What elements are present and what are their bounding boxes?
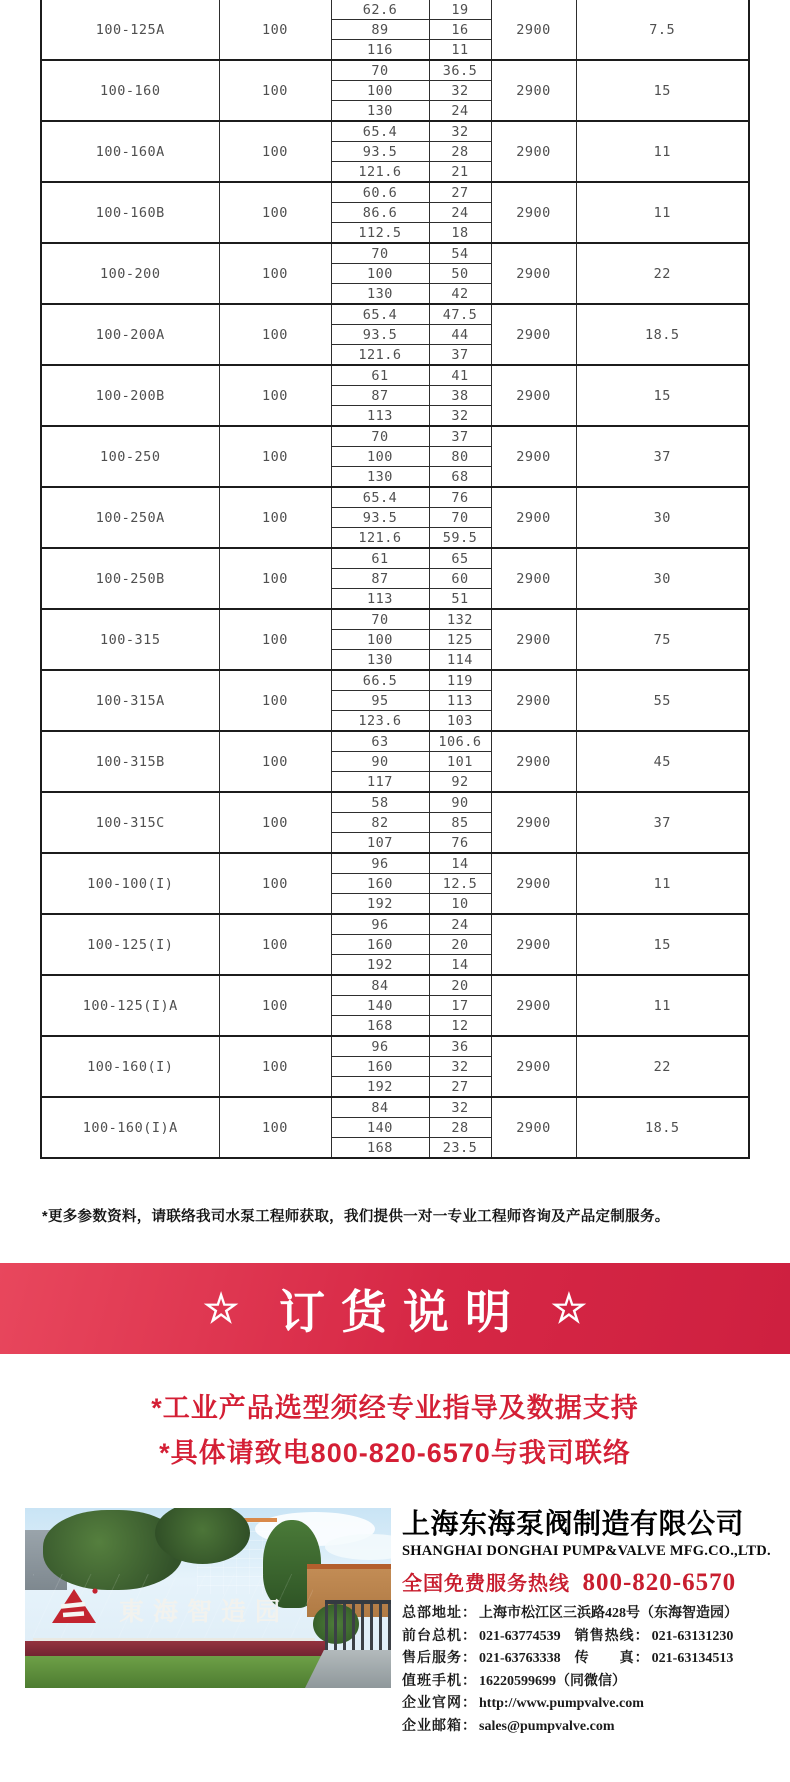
table-row: [41, 914, 749, 935]
inlet-cell: 100: [219, 609, 331, 670]
contact-line: [402, 1693, 764, 1716]
head-cell: 50: [429, 264, 491, 284]
inlet-cell: 100: [219, 1097, 331, 1158]
inlet-cell: 100: [219, 60, 331, 121]
model-cell: 100-250A: [41, 487, 219, 548]
power-cell: 15: [576, 60, 749, 121]
head-cell: 20: [429, 935, 491, 955]
head-cell: 37: [429, 426, 491, 447]
company-name-en: SHANGHAI DONGHAI PUMP&VALVE MFG.CO.,LTD.: [402, 1543, 771, 1559]
flow-cell: 121.6: [331, 162, 429, 183]
table-row: [41, 609, 749, 630]
head-cell: 60: [429, 569, 491, 589]
head-cell: 21: [429, 162, 491, 183]
head-cell: 54: [429, 243, 491, 264]
table-row: [41, 548, 749, 569]
flow-cell: 107: [331, 833, 429, 854]
speed-cell: 2900: [491, 182, 576, 243]
star-icon: ☆: [203, 1286, 239, 1331]
model-cell: 100-315A: [41, 670, 219, 731]
head-cell: 12.5: [429, 874, 491, 894]
flow-cell: 160: [331, 935, 429, 955]
flow-cell: 160: [331, 874, 429, 894]
flow-cell: 100: [331, 264, 429, 284]
power-cell: 30: [576, 487, 749, 548]
hotline-label: 全国免费服务热线: [402, 1573, 570, 1595]
table-row: [41, 853, 749, 874]
power-cell: 11: [576, 182, 749, 243]
head-cell: 132: [429, 609, 491, 630]
contact-value: 上海市松江区三浜路428号（东海智造园）: [479, 1606, 738, 1621]
speed-cell: 2900: [491, 121, 576, 182]
head-cell: 32: [429, 121, 491, 142]
model-cell: 100-160B: [41, 182, 219, 243]
flow-cell: 84: [331, 1097, 429, 1118]
contact-line: [402, 1648, 764, 1671]
table-row: [41, 304, 749, 325]
model-cell: 100-250B: [41, 548, 219, 609]
flow-cell: 130: [331, 650, 429, 671]
order-instructions-banner: [0, 1263, 790, 1354]
table-row: [41, 731, 749, 752]
head-cell: 32: [429, 406, 491, 427]
contact-label: 前台总机：: [402, 1628, 477, 1644]
flow-cell: 121.6: [331, 345, 429, 366]
inlet-cell: 100: [219, 975, 331, 1036]
contact-label: 企业邮箱：: [402, 1718, 477, 1734]
inlet-cell: 100: [219, 731, 331, 792]
flow-cell: 96: [331, 1036, 429, 1057]
model-cell: 100-200A: [41, 304, 219, 365]
model-cell: 100-160: [41, 60, 219, 121]
head-cell: 24: [429, 101, 491, 122]
flow-cell: 96: [331, 853, 429, 874]
flow-cell: 84: [331, 975, 429, 996]
speed-cell: 2900: [491, 0, 576, 60]
contact-rows: [402, 1603, 764, 1738]
speed-cell: 2900: [491, 548, 576, 609]
flow-cell: 93.5: [331, 508, 429, 528]
head-cell: 28: [429, 1118, 491, 1138]
speed-cell: 2900: [491, 731, 576, 792]
banner-title: 订货说明: [279, 1285, 527, 1338]
model-cell: 100-160A: [41, 121, 219, 182]
website-link[interactable]: http://www.pumpvalve.com: [479, 1696, 644, 1711]
notice-line-2: *具体请致电800-820-6570与我司联络: [159, 1438, 631, 1468]
speed-cell: 2900: [491, 609, 576, 670]
head-cell: 41: [429, 365, 491, 386]
flow-cell: 112.5: [331, 223, 429, 244]
flow-cell: 95: [331, 691, 429, 711]
head-cell: 20: [429, 975, 491, 996]
flow-cell: 65.4: [331, 121, 429, 142]
head-cell: 80: [429, 447, 491, 467]
head-cell: 19: [429, 0, 491, 20]
head-cell: 59.5: [429, 528, 491, 549]
flow-cell: 70: [331, 60, 429, 81]
inlet-cell: 100: [219, 304, 331, 365]
flow-cell: 82: [331, 813, 429, 833]
flow-cell: 70: [331, 426, 429, 447]
head-cell: 32: [429, 1057, 491, 1077]
speed-cell: 2900: [491, 853, 576, 914]
power-cell: 30: [576, 548, 749, 609]
head-cell: 11: [429, 40, 491, 61]
flow-cell: 123.6: [331, 711, 429, 732]
head-cell: 10: [429, 894, 491, 915]
model-cell: 100-125A: [41, 0, 219, 60]
flow-cell: 168: [331, 1016, 429, 1037]
head-cell: 65: [429, 548, 491, 569]
head-cell: 103: [429, 711, 491, 732]
power-cell: 18.5: [576, 1097, 749, 1158]
head-cell: 28: [429, 142, 491, 162]
head-cell: 14: [429, 853, 491, 874]
contact-value: 021-63134513: [651, 1651, 734, 1666]
inlet-cell: 100: [219, 182, 331, 243]
flow-cell: 65.4: [331, 304, 429, 325]
table-row: [41, 60, 749, 81]
head-cell: 85: [429, 813, 491, 833]
table-row: [41, 365, 749, 386]
head-cell: 27: [429, 182, 491, 203]
flow-cell: 89: [331, 20, 429, 40]
model-cell: 100-315C: [41, 792, 219, 853]
power-cell: 37: [576, 792, 749, 853]
speed-cell: 2900: [491, 975, 576, 1036]
head-cell: 14: [429, 955, 491, 976]
speed-cell: 2900: [491, 1097, 576, 1158]
head-cell: 76: [429, 487, 491, 508]
head-cell: 32: [429, 1097, 491, 1118]
flow-cell: 96: [331, 914, 429, 935]
flow-cell: 140: [331, 1118, 429, 1138]
inlet-cell: 100: [219, 365, 331, 426]
model-cell: 100-315: [41, 609, 219, 670]
head-cell: 119: [429, 670, 491, 691]
table-row: [41, 1036, 749, 1057]
contact-line: [402, 1716, 764, 1739]
speed-cell: 2900: [491, 670, 576, 731]
head-cell: 16: [429, 20, 491, 40]
head-cell: 18: [429, 223, 491, 244]
contact-label: 售后服务：: [402, 1651, 477, 1666]
photo-gate: [325, 1600, 391, 1652]
head-cell: 92: [429, 772, 491, 793]
inlet-cell: 100: [219, 853, 331, 914]
power-cell: 22: [576, 243, 749, 304]
flow-cell: 192: [331, 955, 429, 976]
speed-cell: 2900: [491, 487, 576, 548]
power-cell: 55: [576, 670, 749, 731]
table-row: [41, 792, 749, 813]
speed-cell: 2900: [491, 426, 576, 487]
head-cell: 101: [429, 752, 491, 772]
contact-line: [402, 1603, 764, 1626]
spec-table: [40, 0, 750, 1159]
table-row: [41, 121, 749, 142]
speed-cell: 2900: [491, 792, 576, 853]
head-cell: 36: [429, 1036, 491, 1057]
flow-cell: 58: [331, 792, 429, 813]
head-cell: 12: [429, 1016, 491, 1037]
contact-line: [402, 1671, 764, 1694]
power-cell: 7.5: [576, 0, 749, 60]
head-cell: 68: [429, 467, 491, 488]
flow-cell: 130: [331, 284, 429, 305]
inlet-cell: 100: [219, 426, 331, 487]
contact-line: [402, 1626, 764, 1649]
model-cell: 100-125(I)A: [41, 975, 219, 1036]
head-cell: 51: [429, 589, 491, 610]
flow-cell: 130: [331, 467, 429, 488]
flow-cell: 61: [331, 365, 429, 386]
table-row: [41, 487, 749, 508]
model-cell: 100-250: [41, 426, 219, 487]
email-link[interactable]: sales@pumpvalve.com: [479, 1718, 615, 1734]
model-cell: 100-200: [41, 243, 219, 304]
flow-cell: 113: [331, 406, 429, 427]
flow-cell: 70: [331, 609, 429, 630]
flow-cell: 140: [331, 996, 429, 1016]
table-row: [41, 670, 749, 691]
head-cell: 24: [429, 914, 491, 935]
flow-cell: 87: [331, 569, 429, 589]
flow-cell: 63: [331, 731, 429, 752]
power-cell: 45: [576, 731, 749, 792]
hotline-number: 800-820-6570: [582, 1569, 737, 1596]
flow-cell: 100: [331, 447, 429, 467]
head-cell: 70: [429, 508, 491, 528]
flow-cell: 70: [331, 243, 429, 264]
table-row: [41, 182, 749, 203]
notice-line-1: *工业产品选型须经专业指导及数据支持: [151, 1393, 639, 1423]
model-cell: 100-160(I): [41, 1036, 219, 1097]
head-cell: 23.5: [429, 1138, 491, 1159]
flow-cell: 90: [331, 752, 429, 772]
photo-sign-text: 東海智造园: [119, 1598, 290, 1626]
factory-photo: [25, 1508, 391, 1688]
contact-label: 企业官网：: [402, 1696, 477, 1711]
power-cell: 11: [576, 853, 749, 914]
contact-value: 021-63131230: [651, 1628, 734, 1644]
speed-cell: 2900: [491, 914, 576, 975]
contact-value: 021-63763338: [479, 1651, 561, 1666]
flow-cell: 93.5: [331, 142, 429, 162]
head-cell: 24: [429, 203, 491, 223]
contact-value: 021-63774539: [479, 1628, 561, 1644]
flow-cell: 160: [331, 1057, 429, 1077]
head-cell: 27: [429, 1077, 491, 1098]
power-cell: 11: [576, 121, 749, 182]
inlet-cell: 100: [219, 548, 331, 609]
table-footnote: *更多参数资料，请联络我司水泵工程师获取，我们提供一对一专业工程师咨询及产品定制服务。: [42, 1209, 670, 1225]
flow-cell: 116: [331, 40, 429, 61]
photo-sign-wall: [33, 1574, 313, 1638]
inlet-cell: 100: [219, 487, 331, 548]
speed-cell: 2900: [491, 60, 576, 121]
inlet-cell: 100: [219, 0, 331, 60]
head-cell: 37: [429, 345, 491, 366]
flow-cell: 60.6: [331, 182, 429, 203]
flow-cell: 113: [331, 589, 429, 610]
service-hotline: [402, 1567, 764, 1597]
model-cell: 100-315B: [41, 731, 219, 792]
head-cell: 114: [429, 650, 491, 671]
head-cell: 32: [429, 81, 491, 101]
table-row: [41, 975, 749, 996]
head-cell: 38: [429, 386, 491, 406]
cloud-shape: [325, 1534, 391, 1560]
flow-cell: 100: [331, 630, 429, 650]
speed-cell: 2900: [491, 243, 576, 304]
spec-table-body: [41, 0, 749, 1158]
inlet-cell: 100: [219, 792, 331, 853]
flow-cell: 66.5: [331, 670, 429, 691]
power-cell: 37: [576, 426, 749, 487]
speed-cell: 2900: [491, 365, 576, 426]
flow-cell: 93.5: [331, 325, 429, 345]
table-row: [41, 1097, 749, 1118]
head-cell: 36.5: [429, 60, 491, 81]
power-cell: 22: [576, 1036, 749, 1097]
speed-cell: 2900: [491, 304, 576, 365]
contact-value: 16220599699（同微信）: [479, 1673, 626, 1689]
flow-cell: 121.6: [331, 528, 429, 549]
head-cell: 106.6: [429, 731, 491, 752]
inlet-cell: 100: [219, 914, 331, 975]
contact-label: 销售热线：: [574, 1628, 650, 1644]
inlet-cell: 100: [219, 1036, 331, 1097]
speed-cell: 2900: [491, 1036, 576, 1097]
company-info: [402, 1508, 771, 1738]
donghai-logo-icon: [49, 1586, 99, 1626]
contact-label: 传 真：: [574, 1651, 650, 1666]
head-cell: 42: [429, 284, 491, 305]
head-cell: 44: [429, 325, 491, 345]
flow-cell: 100: [331, 81, 429, 101]
flow-cell: 192: [331, 894, 429, 915]
table-row: [41, 426, 749, 447]
contact-label: 总部地址：: [402, 1606, 477, 1621]
power-cell: 15: [576, 365, 749, 426]
power-cell: 15: [576, 914, 749, 975]
power-cell: 11: [576, 975, 749, 1036]
head-cell: 125: [429, 630, 491, 650]
head-cell: 90: [429, 792, 491, 813]
flow-cell: 130: [331, 101, 429, 122]
power-cell: 75: [576, 609, 749, 670]
table-row: [41, 0, 749, 20]
contact-label: 值班手机：: [402, 1673, 477, 1689]
head-cell: 47.5: [429, 304, 491, 325]
head-cell: 113: [429, 691, 491, 711]
flow-cell: 86.6: [331, 203, 429, 223]
model-cell: 100-100(I): [41, 853, 219, 914]
model-cell: 100-160(I)A: [41, 1097, 219, 1158]
inlet-cell: 100: [219, 121, 331, 182]
flow-cell: 192: [331, 1077, 429, 1098]
model-cell: 100-125(I): [41, 914, 219, 975]
model-cell: 100-200B: [41, 365, 219, 426]
flow-cell: 61: [331, 548, 429, 569]
star-icon: ☆: [551, 1286, 587, 1331]
head-cell: 76: [429, 833, 491, 854]
flow-cell: 117: [331, 772, 429, 793]
flow-cell: 168: [331, 1138, 429, 1159]
table-row: [41, 243, 749, 264]
notice-block: [0, 1386, 790, 1476]
power-cell: 18.5: [576, 304, 749, 365]
flow-cell: 65.4: [331, 487, 429, 508]
inlet-cell: 100: [219, 243, 331, 304]
company-name-cn: 上海东海泵阀制造有限公司: [402, 1508, 745, 1539]
flow-cell: 62.6: [331, 0, 429, 20]
inlet-cell: 100: [219, 670, 331, 731]
flow-cell: 87: [331, 386, 429, 406]
head-cell: 17: [429, 996, 491, 1016]
